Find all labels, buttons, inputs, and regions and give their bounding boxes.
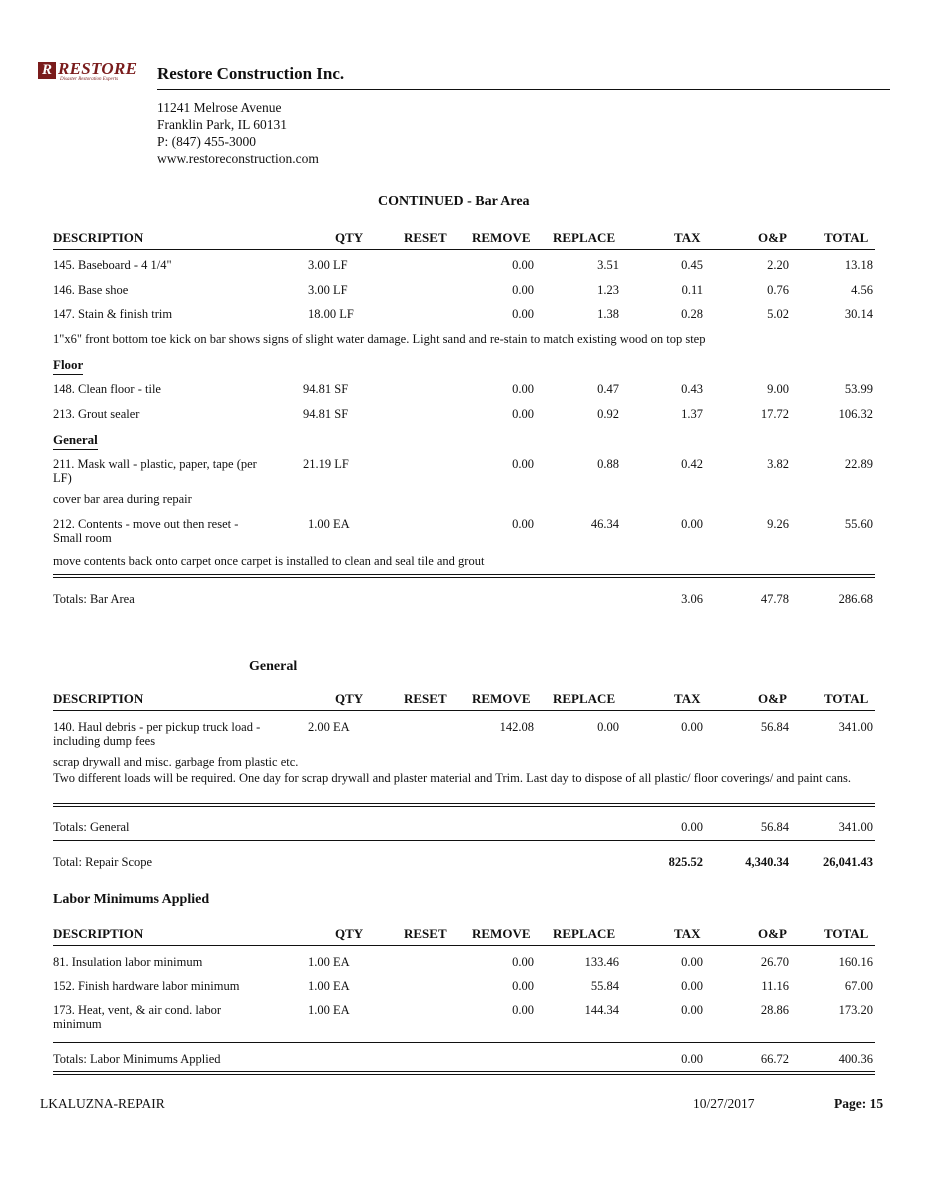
row-op: 26.70 — [760, 955, 789, 969]
row-qty: 18.00 LF — [308, 307, 354, 321]
row-replace: 46.34 — [590, 517, 619, 531]
row-remove: 0.00 — [512, 1003, 534, 1017]
totals-divider — [53, 574, 875, 578]
row-note: cover bar area during repair — [53, 492, 192, 506]
phone: P: (847) 455-3000 — [157, 134, 256, 149]
row-qty: 1.00 EA — [308, 1003, 350, 1017]
address-line-1: 11241 Melrose Avenue — [157, 100, 282, 115]
row-total: 4.56 — [851, 283, 873, 297]
row-tax: 0.00 — [681, 517, 703, 531]
row-tax: 0.00 — [681, 979, 703, 993]
header-rule — [53, 710, 875, 711]
address-line-2: Franklin Park, IL 60131 — [157, 117, 287, 132]
row-qty: 3.00 LF — [308, 258, 348, 272]
row-total: 22.89 — [844, 457, 873, 471]
col-reset: RESET — [404, 691, 447, 706]
row-op: 11.16 — [761, 979, 789, 993]
col-total: TOTAL — [824, 230, 869, 245]
row-qty: 94.81 SF — [303, 382, 349, 396]
row-total: 55.60 — [844, 517, 873, 531]
subheading-general: General — [53, 432, 98, 450]
company-logo — [38, 60, 150, 84]
row-replace: 0.92 — [597, 407, 619, 421]
row-qty: 1.00 EA — [308, 979, 350, 993]
row-total: 173.20 — [838, 1003, 873, 1017]
row-tax: 0.00 — [681, 1003, 703, 1017]
col-tax: TAX — [674, 691, 701, 706]
row-remove: 0.00 — [512, 307, 534, 321]
repair-scope-total: 26,041.43 — [823, 855, 873, 869]
col-remove: REMOVE — [472, 691, 531, 706]
col-remove: REMOVE — [472, 926, 531, 941]
row-op: 3.82 — [767, 457, 789, 471]
totals-op: 56.84 — [760, 820, 789, 834]
row-remove: 0.00 — [512, 457, 534, 471]
row-description: 173. Heat, vent, & air cond. labor minimum — [53, 1003, 222, 1031]
row-tax: 0.00 — [681, 955, 703, 969]
row-tax: 0.11 — [681, 283, 703, 297]
repair-scope-label: Total: Repair Scope — [53, 855, 153, 869]
col-op: O&P — [758, 230, 787, 245]
col-tax: TAX — [674, 926, 701, 941]
section-title-labor-minimums: Labor Minimums Applied — [53, 892, 210, 907]
col-total: TOTAL — [824, 691, 869, 706]
section-title-bar-area: CONTINUED - Bar Area — [378, 194, 530, 209]
row-tax: 1.37 — [681, 407, 703, 421]
row-tax: 0.28 — [681, 307, 703, 321]
company-address — [157, 99, 319, 167]
row-description: 81. Insulation labor minimum — [53, 955, 203, 969]
row-description: 212. Contents - move out then reset - Small room — [53, 517, 239, 545]
footer-estimate-name: LKALUZNA-REPAIR — [40, 1096, 165, 1111]
row-tax: 0.43 — [681, 382, 703, 396]
row-remove: 0.00 — [512, 258, 534, 272]
company-name: Restore Construction Inc. — [157, 64, 345, 83]
row-replace: 0.00 — [597, 720, 619, 734]
row-remove: 0.00 — [512, 979, 534, 993]
col-remove: REMOVE — [472, 230, 531, 245]
row-description: 213. Grout sealer — [53, 407, 140, 421]
row-remove: 0.00 — [512, 517, 534, 531]
row-qty: 1.00 EA — [308, 517, 350, 531]
row-replace: 0.47 — [597, 382, 619, 396]
row-op: 56.84 — [760, 720, 789, 734]
col-replace: REPLACE — [553, 691, 616, 706]
header-rule — [53, 249, 875, 250]
row-tax: 0.45 — [681, 258, 703, 272]
totals-total: 341.00 — [838, 820, 873, 834]
col-qty: QTY — [335, 691, 364, 706]
section-title-general: General — [249, 659, 298, 674]
col-op: O&P — [758, 691, 787, 706]
row-op: 28.86 — [760, 1003, 789, 1017]
col-description: DESCRIPTION — [53, 691, 144, 706]
col-reset: RESET — [404, 926, 447, 941]
row-description: 146. Base shoe — [53, 283, 129, 297]
row-total: 106.32 — [838, 407, 873, 421]
totals-total: 400.36 — [838, 1052, 873, 1066]
row-op: 9.00 — [767, 382, 789, 396]
website: www.restoreconstruction.com — [157, 151, 319, 166]
totals-label: Totals: General — [53, 820, 130, 834]
row-qty: 1.00 EA — [308, 955, 350, 969]
row-op: 9.26 — [767, 517, 789, 531]
repair-scope-tax: 825.52 — [668, 855, 703, 869]
totals-divider — [53, 1042, 875, 1043]
footer-date: 10/27/2017 — [693, 1096, 755, 1111]
col-total: TOTAL — [824, 926, 869, 941]
col-qty: QTY — [335, 230, 364, 245]
row-tax: 0.42 — [681, 457, 703, 471]
row-replace: 0.88 — [597, 457, 619, 471]
row-replace: 3.51 — [597, 258, 619, 272]
row-op: 17.72 — [760, 407, 789, 421]
row-qty: 3.00 LF — [308, 283, 348, 297]
row-op: 2.20 — [767, 258, 789, 272]
repair-scope-op: 4,340.34 — [745, 855, 789, 869]
totals-underline — [53, 1071, 875, 1075]
row-total: 341.00 — [838, 720, 873, 734]
row-total: 53.99 — [844, 382, 873, 396]
col-tax: TAX — [674, 230, 701, 245]
totals-tax: 3.06 — [681, 592, 703, 606]
footer-page-number: Page: 15 — [834, 1096, 884, 1111]
col-op: O&P — [758, 926, 787, 941]
row-description: 147. Stain & finish trim — [53, 307, 173, 321]
totals-tax: 0.00 — [681, 1052, 703, 1066]
row-description: 148. Clean floor - tile — [53, 382, 161, 396]
logo-tagline: Disaster Restoration Experts — [60, 77, 119, 82]
subheading-floor: Floor — [53, 357, 83, 375]
col-reset: RESET — [404, 230, 447, 245]
col-replace: REPLACE — [553, 926, 616, 941]
row-description: 152. Finish hardware labor minimum — [53, 979, 240, 993]
row-total: 13.18 — [844, 258, 873, 272]
row-qty: 2.00 EA — [308, 720, 350, 734]
row-note: move contents back onto carpet once carpet is installed to clean and seal tile and grout — [53, 554, 485, 568]
row-total: 160.16 — [838, 955, 873, 969]
row-total: 67.00 — [844, 979, 873, 993]
totals-op: 66.72 — [760, 1052, 789, 1066]
row-note: scrap drywall and misc. garbage from plastic etc. — [53, 755, 299, 769]
row-description: 145. Baseboard - 4 1/4" — [53, 258, 172, 272]
row-replace: 55.84 — [590, 979, 619, 993]
totals-tax: 0.00 — [681, 820, 703, 834]
logo-letter: R — [38, 62, 56, 79]
row-op: 0.76 — [767, 283, 789, 297]
row-note: 1"x6" front bottom toe kick on bar shows signs of slight water damage. Light sand and re-stain to match existing wood on top step — [53, 332, 706, 346]
row-replace: 133.46 — [584, 955, 619, 969]
totals-label: Totals: Labor Minimums Applied — [53, 1052, 221, 1066]
row-remove: 0.00 — [512, 955, 534, 969]
row-replace: 1.38 — [597, 307, 619, 321]
row-total: 30.14 — [844, 307, 873, 321]
logo-word: RESTORE — [58, 59, 138, 78]
totals-underline — [53, 840, 875, 841]
row-remove: 0.00 — [512, 382, 534, 396]
header-rule — [53, 945, 875, 946]
totals-divider — [53, 803, 875, 807]
row-description: 140. Haul debris - per pickup truck load - including dump fees — [53, 720, 261, 748]
row-remove: 0.00 — [512, 407, 534, 421]
row-description: 211. Mask wall - plastic, paper, tape (per LF) — [53, 457, 257, 485]
totals-label: Totals: Bar Area — [53, 592, 135, 606]
totals-total: 286.68 — [838, 592, 873, 606]
row-qty: 21.19 LF — [303, 457, 349, 471]
row-remove: 142.08 — [499, 720, 534, 734]
col-description: DESCRIPTION — [53, 926, 144, 941]
row-replace: 144.34 — [584, 1003, 619, 1017]
header-divider — [157, 89, 890, 90]
row-replace: 1.23 — [597, 283, 619, 297]
row-op: 5.02 — [767, 307, 789, 321]
row-qty: 94.81 SF — [303, 407, 349, 421]
row-remove: 0.00 — [512, 283, 534, 297]
col-description: DESCRIPTION — [53, 230, 144, 245]
row-note: Two different loads will be required. One day for scrap drywall and plaster material and Trim. Last day to dispose of all plastic/ floor coverings/ and paint cans. — [53, 771, 851, 785]
col-qty: QTY — [335, 926, 364, 941]
col-replace: REPLACE — [553, 230, 616, 245]
totals-op: 47.78 — [760, 592, 789, 606]
row-tax: 0.00 — [681, 720, 703, 734]
